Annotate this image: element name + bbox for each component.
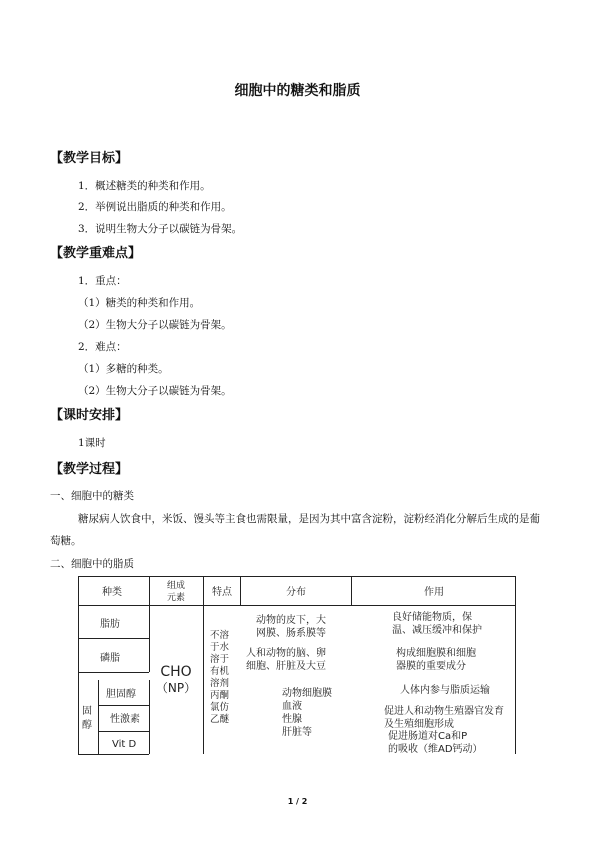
lipid-table xyxy=(78,576,516,756)
dist-fat-2: 网膜、肠系膜等 xyxy=(256,628,326,639)
func-sex-hormone-1: 促进人和动物生殖器官发育 xyxy=(384,706,504,717)
func-fat-2: 温、减压缓冲和保护 xyxy=(392,625,482,636)
dist-sterol-2: 血液 xyxy=(282,701,302,712)
dist-phospholipid-1: 人和动物的脑、卵 xyxy=(246,648,326,659)
dist-sterol-4: 肝脏等 xyxy=(282,727,312,738)
func-phospholipid-2: 器膜的重要成分 xyxy=(396,661,466,672)
func-cholesterol: 人体内参与脂质运输 xyxy=(400,685,490,696)
page-title: 细胞中的糖类和脂质 xyxy=(234,83,361,99)
func-vitd-1: 促进肠道对Ca和P xyxy=(388,731,468,742)
feature-line-4: 有机 xyxy=(210,666,230,677)
header-type: 种类 xyxy=(102,587,122,598)
header-elements-top: 组成 xyxy=(166,581,186,591)
row-fat-label: 脂肪 xyxy=(100,619,120,630)
goal-item-2: 2．举例说出脂质的种类和作用。 xyxy=(78,201,232,213)
feature-column xyxy=(210,629,230,725)
feature-line-6: 丙酮 xyxy=(210,690,230,701)
section-schedule-heading: 【课时安排】 xyxy=(50,408,129,423)
dist-phospholipid-2: 细胞、肝脏及大豆 xyxy=(246,661,326,672)
func-vitd-2: 的吸收（维AD钙动） xyxy=(388,744,483,755)
elements-main: CHO xyxy=(160,664,192,680)
header-feature: 特点 xyxy=(212,587,232,598)
goal-item-1: 1．概述糖类的种类和作用。 xyxy=(78,180,211,192)
difficult-item-2: （2）生物大分子以碳链为骨架。 xyxy=(78,385,232,397)
key-label: 1．重点： xyxy=(78,275,127,287)
header-elements-bottom: 元素 xyxy=(166,593,186,603)
row-sterol-label-1: 固 xyxy=(82,706,92,717)
section-key-points-heading: 【教学重难点】 xyxy=(50,246,142,261)
feature-line-3: 溶于 xyxy=(210,654,230,665)
goal-item-3: 3．说明生物大分子以碳链为骨架。 xyxy=(78,223,243,235)
part1-title: 一、细胞中的糖类 xyxy=(50,490,134,502)
func-sex-hormone-2: 及生殖细胞形成 xyxy=(384,719,454,730)
section-goals-heading: 【教学目标】 xyxy=(50,151,129,166)
schedule-text: 1课时 xyxy=(78,437,106,449)
elements-sub: （NP） xyxy=(155,681,197,695)
key-item-2: （2）生物大分子以碳链为骨架。 xyxy=(78,319,232,331)
func-fat-1: 良好储能物质，保 xyxy=(392,612,472,623)
difficult-label: 2．难点： xyxy=(78,341,127,353)
header-function: 作用 xyxy=(424,587,444,598)
section-process-heading: 【教学过程】 xyxy=(50,462,129,477)
dist-sterol-1: 动物细胞膜 xyxy=(282,688,332,699)
row-sterol-label-2: 醇 xyxy=(82,720,92,731)
key-item-1: （1）糖类的种类和作用。 xyxy=(78,297,201,309)
feature-line-2: 于水 xyxy=(210,642,230,653)
feature-line-5: 溶剂 xyxy=(210,678,230,689)
part1-paragraph: 糖尿病人饮食中，米饭、馒头等主食也需限量，是因为其中富含淀粉，淀粉经消化分解后生成的是葡萄糖。 xyxy=(50,513,540,547)
feature-line-8: 乙醚 xyxy=(210,714,230,725)
dist-fat-1: 动物的皮下，大 xyxy=(256,615,326,626)
page-number: 1 / 2 xyxy=(287,797,308,806)
func-phospholipid-1: 构成细胞膜和细胞 xyxy=(396,648,476,659)
header-distribution: 分布 xyxy=(286,587,306,598)
difficult-item-1: （1）多糖的种类。 xyxy=(78,363,169,375)
dist-sterol-3: 性腺 xyxy=(282,714,302,725)
feature-line-1: 不溶 xyxy=(210,630,230,641)
feature-line-7: 氯仿 xyxy=(210,702,230,713)
row-cholesterol-label: 胆固醇 xyxy=(106,689,136,700)
row-vitd-label: Vit D xyxy=(112,739,137,750)
row-sex-hormone-label: 性激素 xyxy=(110,714,140,725)
row-phospholipid-label: 磷脂 xyxy=(100,653,120,664)
part2-title: 二、细胞中的脂质 xyxy=(50,558,134,570)
